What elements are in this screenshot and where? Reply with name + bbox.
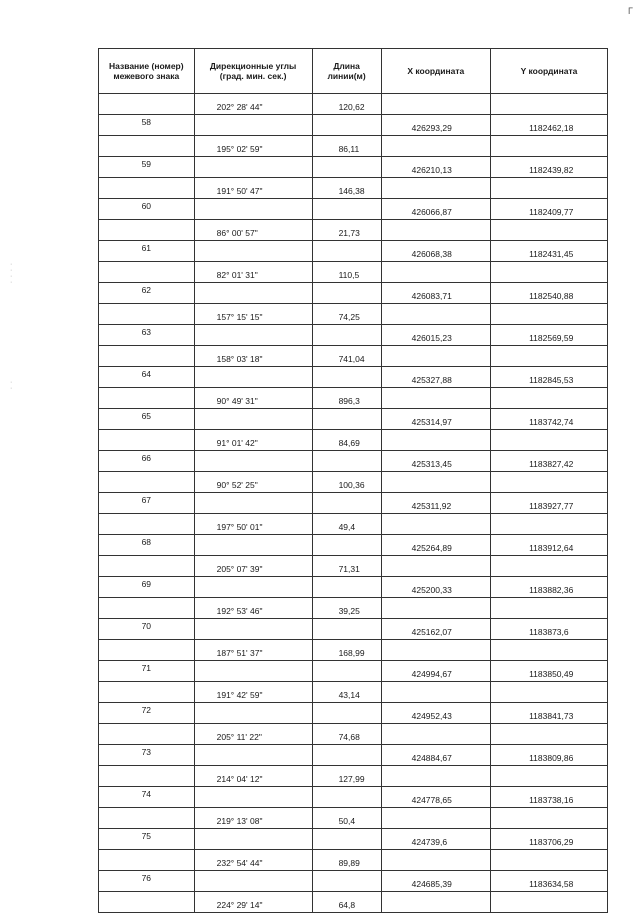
y-coordinate-cell: 1182462,18 xyxy=(491,115,608,136)
header-name: Название (номер) межевого знака xyxy=(99,49,195,94)
y-coordinate-cell: 1183738,16 xyxy=(491,787,608,808)
x-coordinate-cell: 424952,43 xyxy=(381,703,490,724)
x-coordinate-cell: 426068,38 xyxy=(381,241,490,262)
point-row xyxy=(99,199,608,220)
point-name-cell: 76 xyxy=(99,871,195,892)
x-coordinate-cell: 425200,33 xyxy=(381,577,490,598)
segment-row xyxy=(99,430,608,451)
segment-row xyxy=(99,766,608,787)
y-coordinate-cell: 1182439,82 xyxy=(491,157,608,178)
y-coordinate-cell: 1183809,86 xyxy=(491,745,608,766)
point-row xyxy=(99,451,608,472)
length-cell: 110,5 xyxy=(312,262,381,283)
x-coordinate-cell: 424778,65 xyxy=(381,787,490,808)
segment-row xyxy=(99,850,608,871)
point-name-cell: 64 xyxy=(99,367,195,388)
x-coordinate-cell: 425314,97 xyxy=(381,409,490,430)
table-header-row xyxy=(99,49,608,94)
segment-row xyxy=(99,472,608,493)
angle-cell: 90° 49' 31" xyxy=(194,388,312,409)
x-coordinate-cell: 424685,39 xyxy=(381,871,490,892)
y-coordinate-cell: 1183742,74 xyxy=(491,409,608,430)
length-cell: 74,68 xyxy=(312,724,381,745)
x-coordinate-cell: 424739,6 xyxy=(381,829,490,850)
length-cell: 127,99 xyxy=(312,766,381,787)
point-row xyxy=(99,115,608,136)
point-row xyxy=(99,409,608,430)
segment-row xyxy=(99,640,608,661)
angle-cell: 205° 11' 22" xyxy=(194,724,312,745)
length-cell: 168,99 xyxy=(312,640,381,661)
angle-cell: 202° 28' 44" xyxy=(194,94,312,115)
length-cell: 120,62 xyxy=(312,94,381,115)
point-row xyxy=(99,367,608,388)
length-cell: 741,04 xyxy=(312,346,381,367)
point-name-cell: 68 xyxy=(99,535,195,556)
segment-row xyxy=(99,682,608,703)
x-coordinate-cell: 426083,71 xyxy=(381,283,490,304)
point-name-cell: 67 xyxy=(99,493,195,514)
angle-cell: 232° 54' 44" xyxy=(194,850,312,871)
scan-artifact: · · xyxy=(10,379,13,392)
point-row xyxy=(99,745,608,766)
y-coordinate-cell: 1182409,77 xyxy=(491,199,608,220)
x-coordinate-cell: 426293,29 xyxy=(381,115,490,136)
length-cell: 50,4 xyxy=(312,808,381,829)
angle-cell: 82° 01' 31" xyxy=(194,262,312,283)
y-coordinate-cell: 1183882,36 xyxy=(491,577,608,598)
y-coordinate-cell: 1183827,42 xyxy=(491,451,608,472)
point-row xyxy=(99,871,608,892)
y-coordinate-cell: 1183927,77 xyxy=(491,493,608,514)
length-cell: 71,31 xyxy=(312,556,381,577)
length-cell: 146,38 xyxy=(312,178,381,199)
length-cell: 64,8 xyxy=(312,892,381,913)
length-cell: 21,73 xyxy=(312,220,381,241)
y-coordinate-cell: 1183634,58 xyxy=(491,871,608,892)
x-coordinate-cell: 426015,23 xyxy=(381,325,490,346)
point-row xyxy=(99,283,608,304)
scan-artifact: · · · · xyxy=(10,261,13,286)
header-y: Y координата xyxy=(491,49,608,94)
page-corner-mark: Г xyxy=(628,6,633,16)
segment-row xyxy=(99,724,608,745)
point-row xyxy=(99,535,608,556)
x-coordinate-cell: 424884,67 xyxy=(381,745,490,766)
y-coordinate-cell: 1182569,59 xyxy=(491,325,608,346)
length-cell: 43,14 xyxy=(312,682,381,703)
x-coordinate-cell: 424994,67 xyxy=(381,661,490,682)
length-cell: 49,4 xyxy=(312,514,381,535)
angle-cell: 157° 15' 15" xyxy=(194,304,312,325)
y-coordinate-cell: 1182845,53 xyxy=(491,367,608,388)
x-coordinate-cell: 425327,88 xyxy=(381,367,490,388)
segment-row xyxy=(99,136,608,157)
segment-row xyxy=(99,556,608,577)
point-name-cell: 66 xyxy=(99,451,195,472)
length-cell: 86,11 xyxy=(312,136,381,157)
coordinates-table xyxy=(98,48,608,913)
segment-row xyxy=(99,514,608,535)
segment-row xyxy=(99,346,608,367)
angle-cell: 192° 53' 46" xyxy=(194,598,312,619)
angle-cell: 158° 03' 18" xyxy=(194,346,312,367)
segment-row xyxy=(99,388,608,409)
point-name-cell: 58 xyxy=(99,115,195,136)
angle-cell: 197° 50' 01" xyxy=(194,514,312,535)
point-name-cell: 70 xyxy=(99,619,195,640)
angle-cell: 191° 50' 47" xyxy=(194,178,312,199)
point-name-cell: 62 xyxy=(99,283,195,304)
y-coordinate-cell: 1182431,45 xyxy=(491,241,608,262)
segment-row xyxy=(99,892,608,913)
x-coordinate-cell: 425264,89 xyxy=(381,535,490,556)
point-name-cell: 73 xyxy=(99,745,195,766)
angle-cell: 191° 42' 59" xyxy=(194,682,312,703)
point-row xyxy=(99,829,608,850)
y-coordinate-cell: 1183850,49 xyxy=(491,661,608,682)
length-cell: 84,69 xyxy=(312,430,381,451)
length-cell: 74,25 xyxy=(312,304,381,325)
segment-row xyxy=(99,598,608,619)
point-row xyxy=(99,787,608,808)
y-coordinate-cell: 1183706,29 xyxy=(491,829,608,850)
angle-cell: 91° 01' 42" xyxy=(194,430,312,451)
segment-row xyxy=(99,262,608,283)
x-coordinate-cell: 426066,87 xyxy=(381,199,490,220)
point-row xyxy=(99,241,608,262)
length-cell: 896,3 xyxy=(312,388,381,409)
angle-cell: 214° 04' 12" xyxy=(194,766,312,787)
segment-row xyxy=(99,304,608,325)
length-cell: 89,89 xyxy=(312,850,381,871)
x-coordinate-cell: 425311,92 xyxy=(381,493,490,514)
point-row xyxy=(99,157,608,178)
point-name-cell: 71 xyxy=(99,661,195,682)
point-row xyxy=(99,703,608,724)
angle-cell: 86° 00' 57" xyxy=(194,220,312,241)
x-coordinate-cell: 425162,07 xyxy=(381,619,490,640)
point-name-cell: 69 xyxy=(99,577,195,598)
point-name-cell: 59 xyxy=(99,157,195,178)
header-x: X координата xyxy=(381,49,490,94)
segment-row xyxy=(99,178,608,199)
header-angle: Дирекционные углы (град. мин. сек.) xyxy=(194,49,312,94)
length-cell: 100,36 xyxy=(312,472,381,493)
point-name-cell: 60 xyxy=(99,199,195,220)
x-coordinate-cell: 426210,13 xyxy=(381,157,490,178)
segment-row xyxy=(99,808,608,829)
point-name-cell: 72 xyxy=(99,703,195,724)
point-name-cell: 74 xyxy=(99,787,195,808)
x-coordinate-cell: 425313,45 xyxy=(381,451,490,472)
point-row xyxy=(99,661,608,682)
length-cell: 39,25 xyxy=(312,598,381,619)
angle-cell: 205° 07' 39" xyxy=(194,556,312,577)
angle-cell: 224° 29' 14" xyxy=(194,892,312,913)
segment-row xyxy=(99,94,608,115)
segment-row xyxy=(99,220,608,241)
y-coordinate-cell: 1182540,88 xyxy=(491,283,608,304)
angle-cell: 187° 51' 37" xyxy=(194,640,312,661)
angle-cell: 90° 52' 25" xyxy=(194,472,312,493)
point-row xyxy=(99,577,608,598)
point-name-cell: 63 xyxy=(99,325,195,346)
header-length: Длина линии(м) xyxy=(312,49,381,94)
point-row xyxy=(99,325,608,346)
y-coordinate-cell: 1183841,73 xyxy=(491,703,608,724)
point-name-cell: 75 xyxy=(99,829,195,850)
angle-cell: 195° 02' 59" xyxy=(194,136,312,157)
table-body xyxy=(99,94,608,913)
y-coordinate-cell: 1183873,6 xyxy=(491,619,608,640)
point-row xyxy=(99,493,608,514)
point-name-cell: 61 xyxy=(99,241,195,262)
y-coordinate-cell: 1183912,64 xyxy=(491,535,608,556)
point-name-cell: 65 xyxy=(99,409,195,430)
angle-cell: 219° 13' 08" xyxy=(194,808,312,829)
point-row xyxy=(99,619,608,640)
